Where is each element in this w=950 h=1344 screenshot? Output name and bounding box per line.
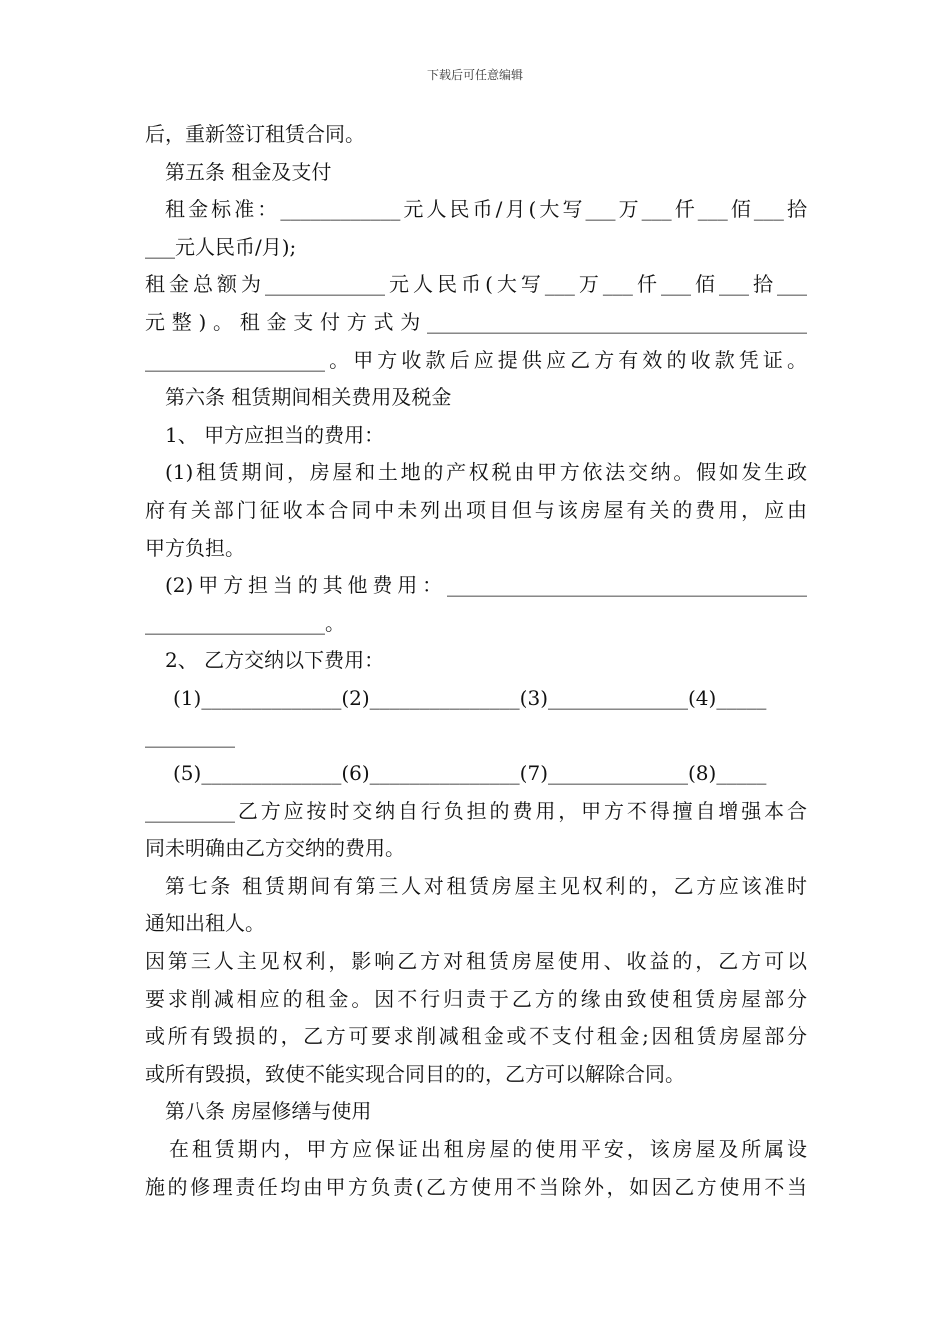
paragraph-line: __________________。甲方收款后应提供应乙方有效的收款凭证。	[145, 347, 807, 372]
article-heading: 第七条 租赁期间有第三人对租赁房屋主见权利的，乙方应该准时	[165, 873, 807, 898]
paragraph-line: 因第三人主见权利，影响乙方对租赁房屋使用、收益的，乙方可以	[145, 949, 807, 974]
paragraph-line: 租金总额为____________元人民币(大写___万___仟___佰___拾___	[145, 272, 807, 297]
paragraph-line: _________乙方应按时交纳自行负担的费用，甲方不得擅自增强本合	[145, 798, 807, 823]
list-item: 1、 甲方应担当的费用：	[165, 422, 385, 447]
paragraph-line: 后，重新签订租赁合同。	[145, 122, 365, 146]
article-heading: 第五条 租金及支付	[165, 159, 332, 184]
paragraph-line: 在租赁期内，甲方应保证出租房屋的使用平安，该房屋及所属设	[169, 1137, 807, 1162]
paragraph-line: 租金标准：____________元人民币/月(大写___万___仟___佰___拾	[165, 197, 807, 222]
paragraph-line: 甲方负担。	[145, 535, 245, 560]
paragraph-line: 元整)。租金支付方式为______________________________________	[145, 309, 807, 334]
paragraph-line: 施的修理责任均由甲方负责(乙方使用不当除外，如因乙方使用不当	[145, 1174, 807, 1199]
document-body	[145, 116, 807, 1206]
paragraph-line: __________________。	[145, 610, 345, 635]
paragraph-line: (1)租赁期间，房屋和土地的产权税由甲方依法交纳。假如发生政	[165, 460, 807, 485]
paragraph-line: 或所有毁损，致使不能实现合同目的的，乙方可以解除合同。	[145, 1061, 685, 1086]
article-heading: 第八条 房屋修缮与使用	[165, 1099, 372, 1124]
paragraph-line: 同未明确由乙方交纳的费用。	[145, 836, 405, 861]
list-item: 2、 乙方交纳以下费用：	[165, 648, 385, 673]
page-header: 下载后可任意编辑	[426, 68, 523, 82]
fee-blanks-line: (5)______________(6)_______________(7)______________(8)_____	[173, 761, 767, 786]
article-heading: 第六条 租赁期间相关费用及税金	[165, 385, 452, 410]
paragraph-line: (2)甲方担当的其他费用：____________________________________	[165, 573, 807, 598]
fee-blanks-line: (1)______________(2)_______________(3)______________(4)_____	[173, 685, 767, 710]
paragraph-line: 通知出租人。	[145, 911, 265, 936]
paragraph-line: 或所有毁损的，乙方可要求削减租金或不支付租金;因租赁房屋部分	[145, 1024, 807, 1049]
paragraph-line: 要求削减相应的租金。因不行归责于乙方的缘由致使租赁房屋部分	[145, 986, 807, 1011]
paragraph-line: 府有关部门征收本合同中未列出项目但与该房屋有关的费用，应由	[145, 497, 807, 522]
paragraph-line: ___元人民币/月);	[145, 234, 297, 259]
paragraph-line: _________	[145, 723, 235, 748]
